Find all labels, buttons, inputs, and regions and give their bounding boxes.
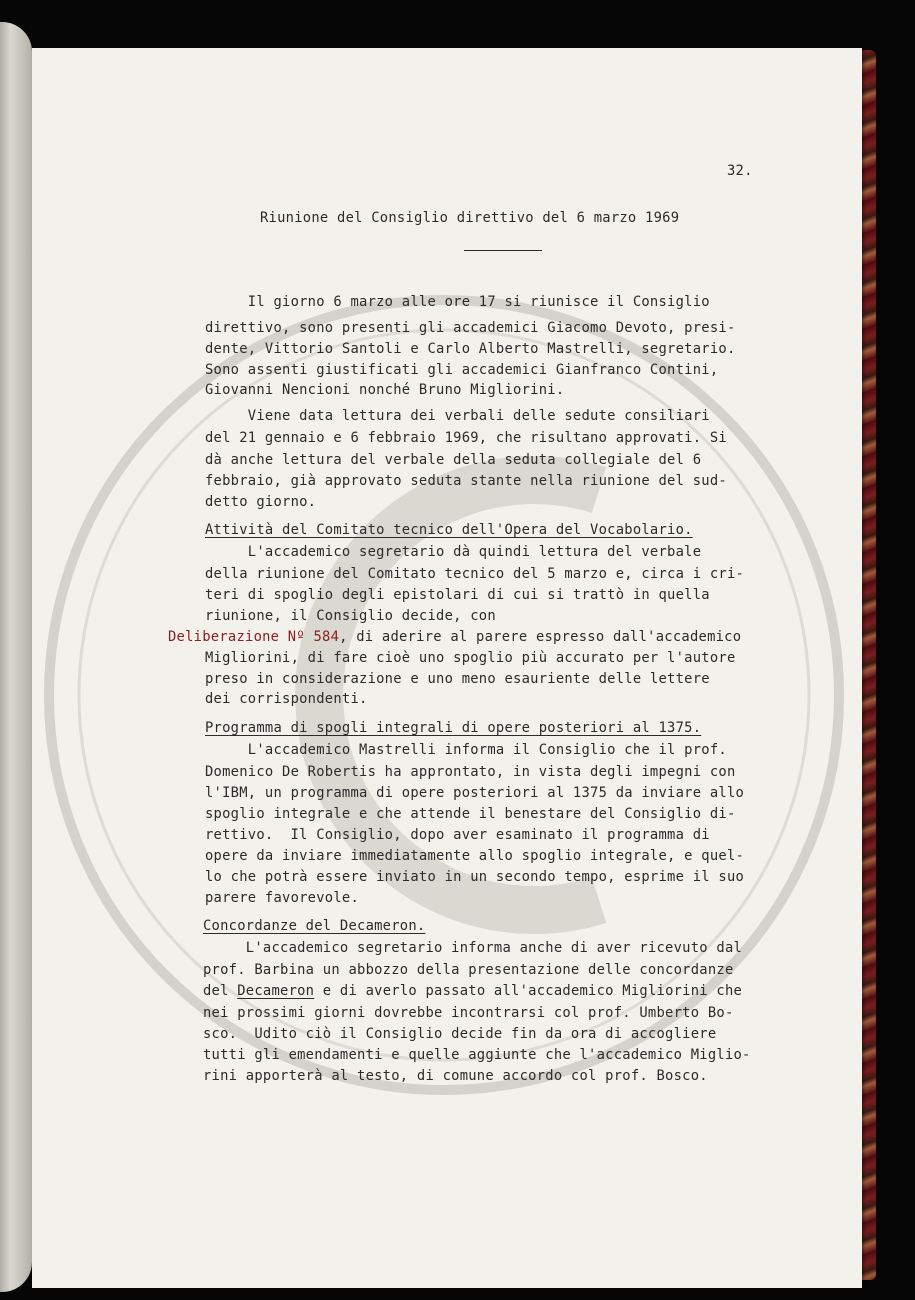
text-line: dente, Vittorio Santoli e Carlo Alberto Mastrelli, segretario.: [205, 341, 736, 357]
text-line: Sono assenti giustificati gli accademici Gianfranco Contini,: [205, 362, 719, 378]
text-line: del 21 gennaio e 6 febbraio 1969, che risultano approvati. Si: [205, 430, 727, 446]
document-title: Riunione del Consiglio direttivo del 6 marzo 1969: [260, 210, 680, 226]
text-line: [203, 981, 742, 1002]
text-line: rettivo. Il Consiglio, dopo aver esaminato il programma di: [205, 827, 710, 843]
text-line: della riunione del Comitato tecnico del 5 marzo e, circa i cri-: [205, 566, 745, 582]
text-line: sco. Udito ciò il Consiglio decide fin da ora di accogliere: [203, 1026, 717, 1042]
text-line: tutti gli emendamenti e quelle aggiunte che l'accademico Miglio-: [203, 1047, 751, 1063]
title-rule: [464, 250, 542, 251]
text-line: L'accademico Mastrelli informa il Consiglio che il prof.: [205, 742, 727, 758]
page-number: 32.: [727, 163, 753, 179]
text-line: detto giorno.: [205, 494, 317, 510]
text-line: parere favorevole.: [205, 890, 360, 906]
text-line: opere da inviare immediatamente allo spoglio integrale, e quel-: [205, 848, 745, 864]
text-line: L'accademico segretario informa anche di aver ricevuto dal: [203, 940, 743, 956]
text-line: lo che potrà essere inviato in un secondo tempo, esprime il suo: [205, 869, 745, 885]
text-line: Il giorno 6 marzo alle ore 17 si riunisce il Consiglio: [205, 294, 710, 310]
section-heading-spogli: Programma di spogli integrali di opere posteriori al 1375.: [205, 720, 702, 736]
text-line: Giovanni Nencioni nonché Bruno Migliorini.: [205, 382, 565, 398]
deliberation-label: Deliberazione Nº 584: [168, 629, 340, 645]
section-heading-decameron: Concordanze del Decameron.: [203, 918, 426, 934]
text-line: spoglio integrale e che attende il benestare del Consiglio di-: [205, 806, 736, 822]
text-line: L'accademico segretario dà quindi lettura del verbale: [205, 544, 702, 560]
text-line: febbraio, già approvato seduta stante nella riunione del sud-: [205, 473, 727, 489]
text-line: teri di spoglio degli epistolari di cui si trattò in quella: [205, 587, 710, 603]
text-line: Migliorini, di fare cioè uno spoglio più accurato per l'autore: [205, 650, 736, 666]
deliberation-text: , di aderire al parere espresso dall'accademico: [339, 629, 742, 645]
book-left-edge: [0, 22, 32, 1292]
text-line: l'IBM, un programma di opere posteriori al 1375 da inviare allo: [205, 785, 745, 801]
text-line: riunione, il Consiglio decide, con: [205, 608, 496, 624]
text-line: dà anche lettura del verbale della seduta collegiale del 6: [205, 452, 702, 468]
decameron-title: Decameron: [237, 983, 315, 999]
text-span: del: [203, 983, 238, 999]
section-heading-vocabolario: Attività del Comitato tecnico dell'Opera del Vocabolario.: [205, 522, 693, 538]
text-line: Domenico De Robertis ha approntato, in vista degli impegni con: [205, 764, 736, 780]
text-line: rini apporterà al testo, di comune accordo col prof. Bosco.: [203, 1068, 708, 1084]
deliberation-line: [168, 627, 741, 648]
text-line: nei prossimi giorni dovrebbe incontrarsi col prof. Umberto Bo-: [203, 1005, 734, 1021]
text-line: prof. Barbina un abbozzo della presentazione delle concordanze: [203, 962, 734, 978]
text-span: e di averlo passato all'accademico Migliorini che: [314, 983, 743, 999]
text-line: dei corrispondenti.: [205, 691, 368, 707]
text-line: preso in considerazione e uno meno esauriente delle lettere: [205, 671, 710, 687]
text-line: direttivo, sono presenti gli accademici Giacomo Devoto, presi-: [205, 320, 736, 336]
text-line: Viene data lettura dei verbali delle sedute consiliari: [205, 408, 710, 424]
